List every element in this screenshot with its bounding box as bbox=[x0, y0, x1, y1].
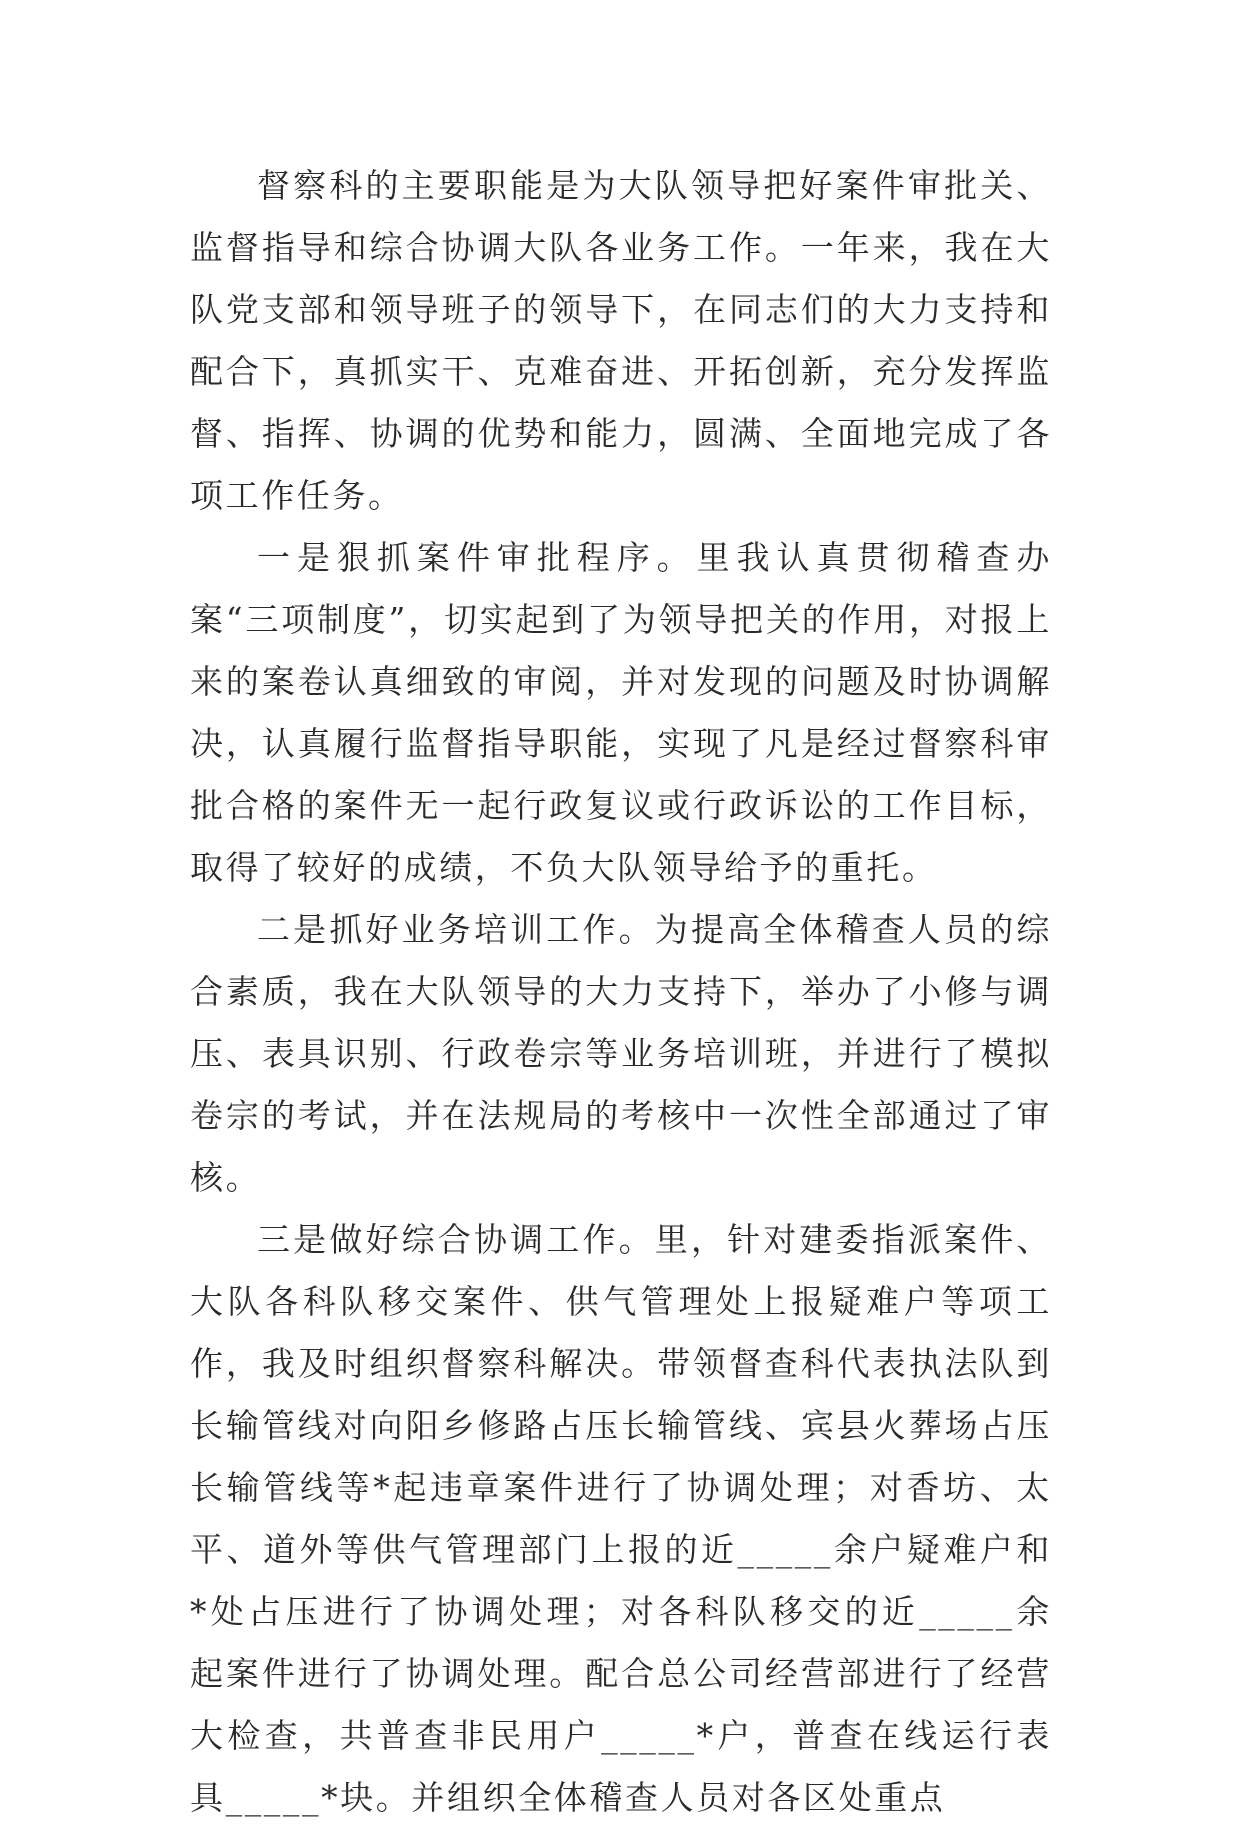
paragraph-intro: 督察科的主要职能是为大队领导把好案件审批关、监督指导和综合协调大队各业务工作。一年来，我在大队党支部和领导班子的领导下，在同志们的大力支持和配合下，真抓实干、克难奋进、开拓创新，充分发挥监督、指挥、协调的优势和能力，圆满、全面地完成了各项工作任务。 bbox=[190, 166, 1052, 515]
document-body bbox=[190, 155, 1052, 1829]
paragraph-coordination: 三是做好综合协调工作。里，针对建委指派案件、大队各科队移交案件、供气管理处上报疑难户等项工作，我及时组织督察科解决。带领督查科代表执法队到长输管线对向阳乡修路占压长输管线、宾县火葬场占压长输管线等*起违章案件进行了协调处理；对香坊、太平、道外等供气管理部门上报的近_____余户疑难户和*处占压进行了协调处理；对各科队移交的近_____余起案件进行了协调处理。配合总公司经营部进行了经营大检查，共普查非民用户_____*户，普查在线运行表具_____*块。并组织全体稽查人员对各区处重点 bbox=[190, 1220, 1052, 1817]
paragraph-case-approval: 一是狠抓案件审批程序。里我认真贯彻稽查办案“三项制度”，切实起到了为领导把关的作用，对报上来的案卷认真细致的审阅，并对发现的问题及时协调解决，认真履行监督指导职能，实现了凡是经过督察科审批合格的案件无一起行政复议或行政诉讼的工作目标，取得了较好的成绩，不负大队领导给予的重托。 bbox=[190, 538, 1052, 887]
paragraph-training: 二是抓好业务培训工作。为提高全体稽查人员的综合素质，我在大队领导的大力支持下，举办了小修与调压、表具识别、行政卷宗等业务培训班，并进行了模拟卷宗的考试，并在法规局的考核中一次性全部通过了审核。 bbox=[190, 910, 1052, 1197]
